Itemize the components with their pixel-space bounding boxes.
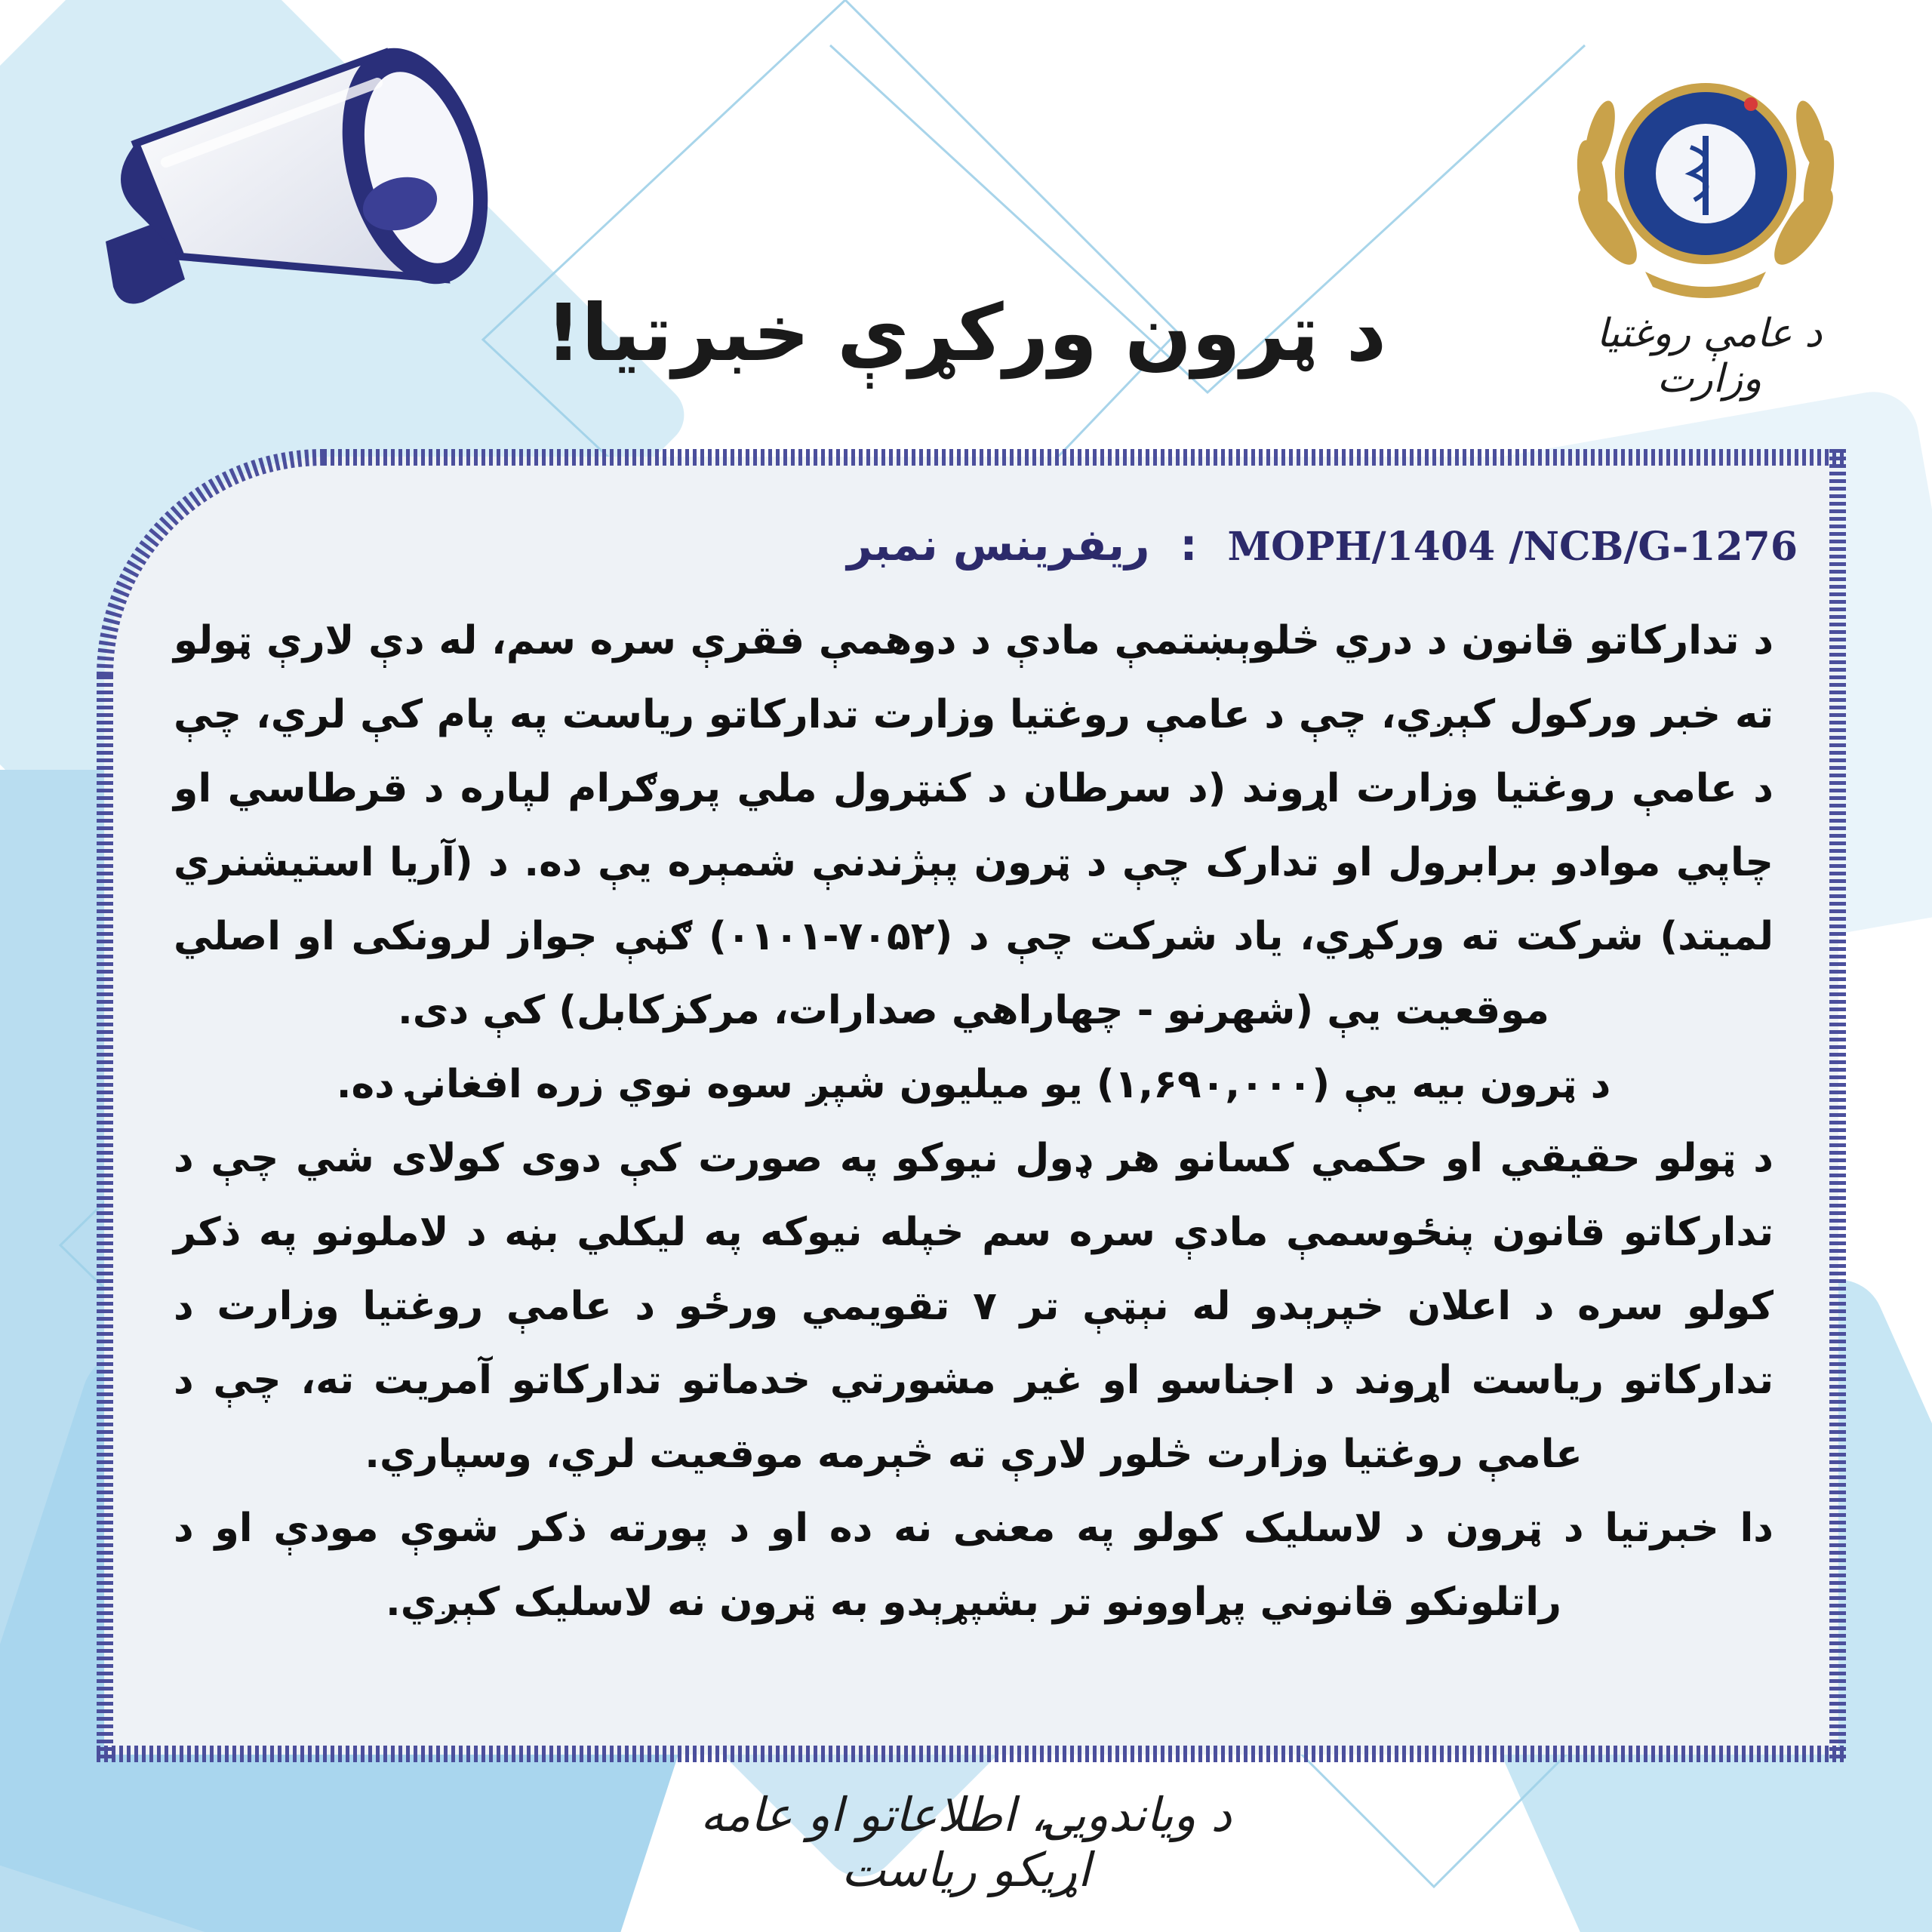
body-paragraph: دا خبرتیا د ټرون د لاسلیک کولو په معنی نه ده او د پورته ذکر شوې مودې او د راتلونکو قانوني پړاوونو تر بشپړېدو به ټرون نه لاسلیک کېږي. [174, 1506, 1774, 1625]
reference-line [847, 519, 1798, 571]
reference-label: ریفرینس نمبر [847, 519, 1150, 571]
megaphone-icon [53, 30, 506, 347]
body-paragraph: د تدارکاتو قانون د دري څلوېښتمې مادې د دوهمې فقرې سره سم، له دې لارې ټولو ته خبر ورکول کېږي، چې د عامې روغتیا وزارت تدارکاتو ریاست په پام کې لري، چې د عامې روغتیا وزارت اړوند (د سرطان د کنټرول ملي پروګرام لپاره د قرطاسي او چاپي موادو برابرول او تدارک چې د ټرون پېژندنې شمېره یې ده. د (آریا استیشنري لمیتد) شرکت ته ورکړي، یاد شرکت چې د (۷۰۵۲-۰۱۰۱) ګڼې جواز لرونکی او اصلي موقعیت یې (شهرنو - چهاراهي صدارات، مرکزکابل) کې دی. [174, 618, 1774, 1033]
page-title: د ټرون ورکړې خبرتیا! [545, 287, 1387, 379]
ministry-emblem [1562, 60, 1849, 302]
ministry-calligraphy: د عامې روغتیا وزارت [1596, 311, 1823, 401]
footer-calligraphy: د ویاندویۍ، اطلاعاتو او عامه اړیکو ریاست [700, 1787, 1232, 1897]
body-paragraph: د ټرون بیه یې (۱,۶۹۰,۰۰۰) یو میلیون شپږ سوه نوي زره افغانۍ ده. [336, 1062, 1611, 1107]
reference-colon: : [1180, 519, 1198, 571]
body-paragraph: د ټولو حقیقي او حکمي کسانو هر ډول نیوکو په صورت کې دوی کولای شي چې د تدارکاتو قانون پنځوسمې مادې سره سم خپله نیوکه په لیکلي بڼه د لاملونو په ذکر کولو سره د اعلان خپرېدو له نېټې تر ۷ تقویمي ورځو د عامې روغتیا وزارت د تدارکاتو ریاست اړوند د اجناسو او غیر مشورتي خدماتو تدارکاتو آمریت ته، چې د عامې روغتیا وزارت څلور لارې ته څېرمه موقعیت لري، وسپاري. [174, 1136, 1774, 1477]
notice-body [174, 604, 1774, 1639]
reference-number: MOPH/1404 /NCB/G-1276 [1227, 524, 1798, 570]
